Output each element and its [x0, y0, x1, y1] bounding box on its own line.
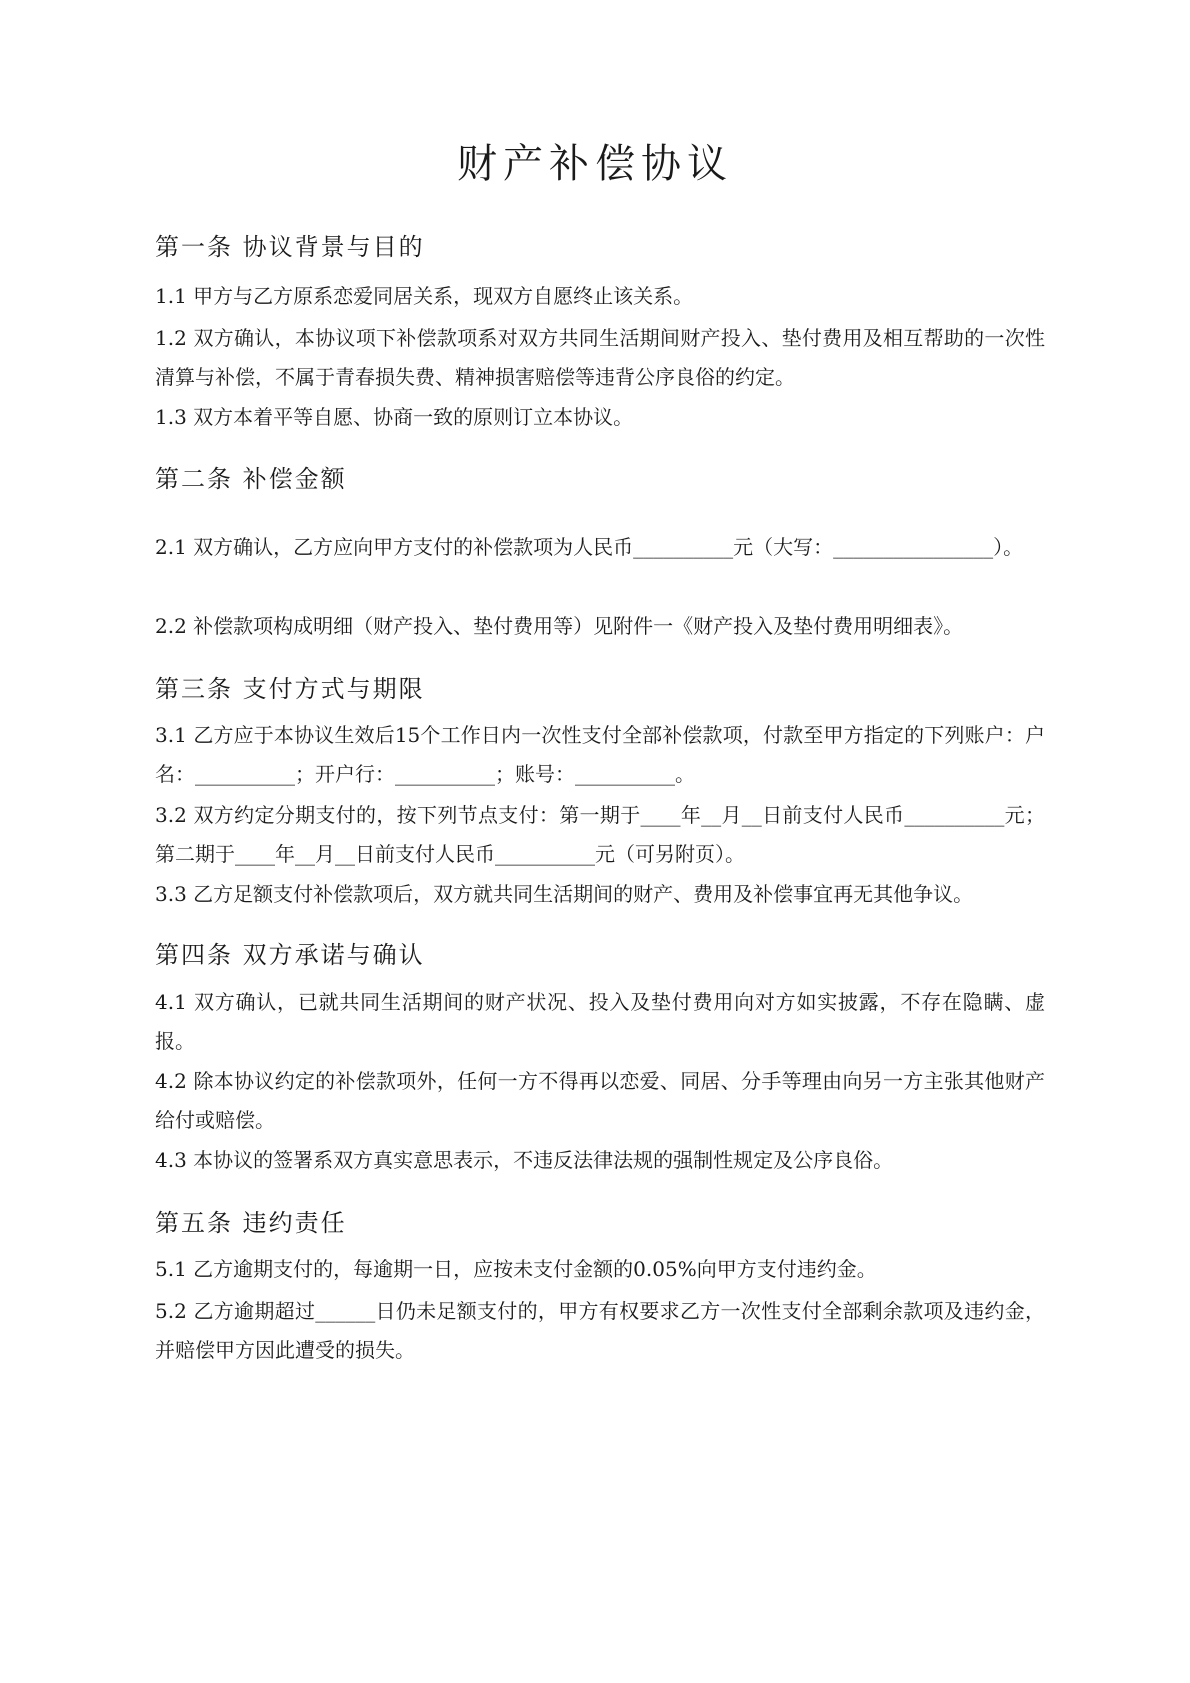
clause: 3.2 双方约定分期支付的，按下列节点支付：第一期于____年__月__日前支付人民币__________元；第二期于____年__月__日前支付人民币__________元（可另附页）。: [155, 803, 1045, 866]
clause: 4.2 除本协议约定的补偿款项外，任何一方不得再以恋爱、同居、分手等理由向另一方主张其他财产给付或赔偿。: [155, 1069, 1045, 1132]
clause: 1.1 甲方与乙方原系恋爱同居关系，现双方自愿终止该关系。: [155, 284, 694, 308]
clause: 2.1 双方确认，乙方应向甲方支付的补偿款项为人民币__________元（大写：________________）。: [155, 535, 1024, 559]
clause: 4.1 双方确认，已就共同生活期间的财产状况、投入及垫付费用向对方如实披露，不存在隐瞒、虚报。: [155, 990, 1045, 1053]
section-heading: 第一条 协议背景与目的: [155, 233, 425, 261]
section-heading: 第三条 支付方式与期限: [155, 675, 425, 703]
section-heading: 第二条 补偿金额: [155, 465, 347, 493]
clause: 5.2 乙方逾期超过______日仍未足额支付的，甲方有权要求乙方一次性支付全部剩余款项及违约金，并赔偿甲方因此遭受的损失。: [155, 1299, 1045, 1362]
section-heading: 第四条 双方承诺与确认: [155, 941, 425, 969]
clause: 4.3 本协议的签署系双方真实意思表示，不违反法律法规的强制性规定及公序良俗。: [155, 1148, 894, 1172]
section-heading: 第五条 违约责任: [155, 1209, 347, 1237]
clause: 1.3 双方本着平等自愿、协商一致的原则订立本协议。: [155, 405, 634, 429]
document-title: 财产补偿协议: [457, 141, 733, 187]
clause: 5.1 乙方逾期支付的，每逾期一日，应按未支付金额的0.05%向甲方支付违约金。: [155, 1257, 877, 1281]
clause: 3.1 乙方应于本协议生效后15个工作日内一次性支付全部补偿款项，付款至甲方指定的下列账户：户名：__________；开户行：__________；账号：__________。: [155, 723, 1045, 786]
clause: 2.2 补偿款项构成明细（财产投入、垫付费用等）见附件一《财产投入及垫付费用明细表》。: [155, 614, 964, 638]
clause: 3.3 乙方足额支付补偿款项后，双方就共同生活期间的财产、费用及补偿事宜再无其他争议。: [155, 882, 974, 906]
clause: 1.2 双方确认，本协议项下补偿款项系对双方共同生活期间财产投入、垫付费用及相互帮助的一次性清算与补偿，不属于青春损失费、精神损害赔偿等违背公序良俗的约定。: [155, 326, 1045, 389]
